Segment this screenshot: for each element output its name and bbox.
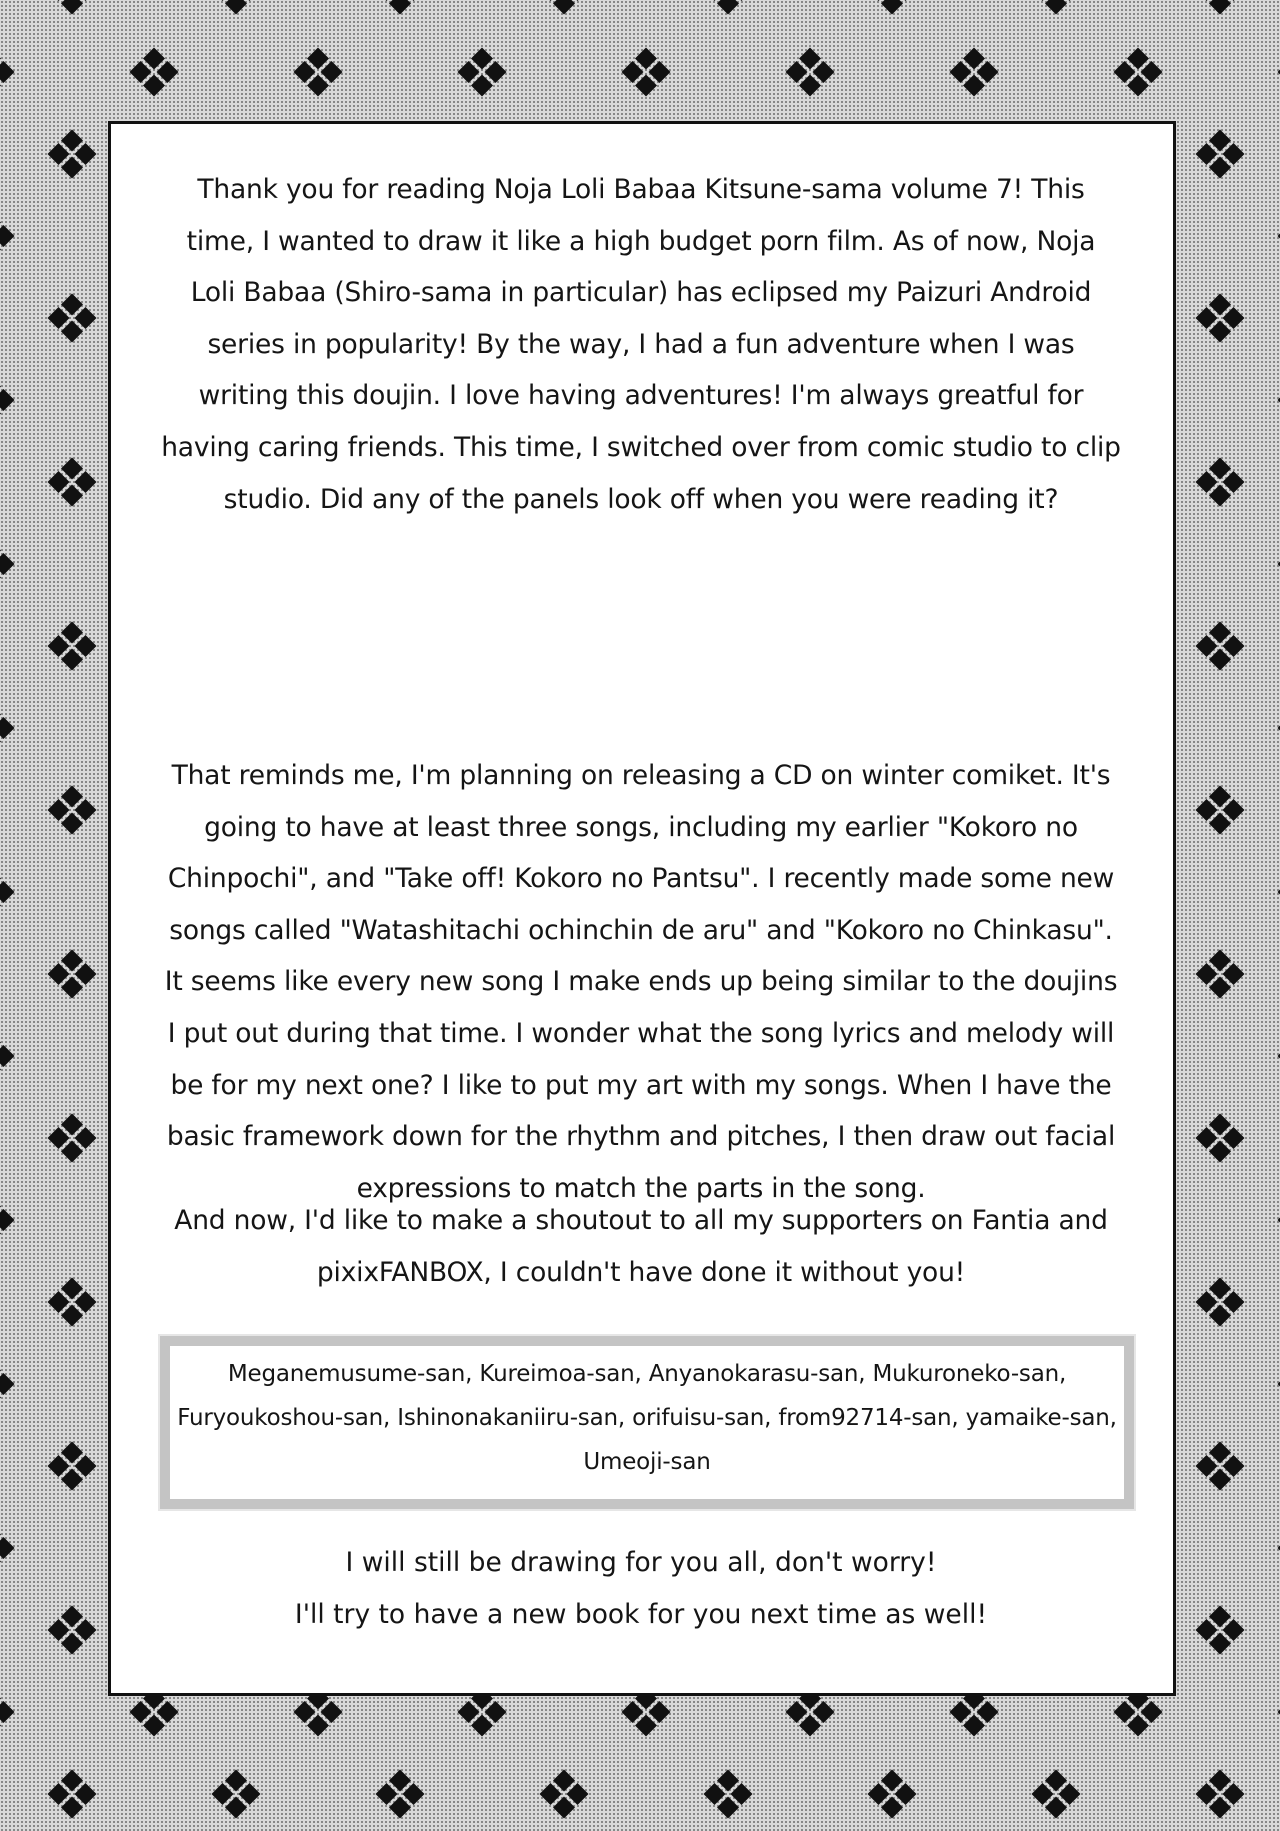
diamond-cluster-icon [950,48,999,97]
diamond-cluster-icon [704,0,753,15]
closing-message [161,1537,1121,1640]
diamond-cluster-icon [622,48,671,97]
diamond-cluster-icon [48,0,97,15]
afterword-paragraph-2: That reminds me, I'm planning on releasing a CD on winter comiket. It's going to have at least three songs, including my earlier "Kokoro no Chinpochi", and "Take off! Kokoro no Pantsu". I recently made some new songs called "Watashitachi ochinchin de aru" and "Kokoro no Chinkasu". It seems like every new song I make ends up being similar to the doujins I put out during that time. I wonder what the song lyrics and melody will be for my next one? I like to put my art with my songs. When I have the basic framework down for the rhythm and pitches, I then draw out facial expressions to match the parts in the song. [164,760,1118,1204]
diamond-cluster-icon [540,0,589,15]
diamond-cluster-icon [48,622,97,671]
diamond-cluster-icon [130,48,179,97]
supporters-shoutout: And now, I'd like to make a shoutout to all my supporters on Fantia and pixixFANBOX, I couldn't have done it without you! [174,1205,1108,1288]
supporters-list: Meganemusume-san, Kureimoa-san, Anyanokarasu-san, Mukuroneko-san, Furyoukoshou-san, Ishinonakaniiru-san, orifuisu-san, from92714-san, yamaike-san, Umeoji-san [177,1361,1117,1475]
diamond-cluster-icon [48,1442,97,1491]
diamond-cluster-icon [1196,622,1245,671]
diamond-cluster-icon [1114,48,1163,97]
diamond-cluster-icon [1196,950,1245,999]
diamond-cluster-icon [1196,0,1245,15]
diamond-cluster-icon [1196,1278,1245,1327]
diamond-cluster-icon [1196,1442,1245,1491]
diamond-cluster-icon [1196,130,1245,179]
diamond-cluster-icon [48,786,97,835]
diamond-cluster-icon [0,48,15,97]
diamond-cluster-icon [1032,0,1081,15]
diamond-cluster-icon [48,130,97,179]
diamond-cluster-icon [0,540,15,589]
diamond-cluster-icon [704,1770,753,1819]
closing-line-1: I will still be drawing for you all, don't worry! [345,1547,937,1578]
diamond-cluster-icon [1196,1606,1245,1655]
diamond-cluster-icon [540,1770,589,1819]
diamond-cluster-icon [48,1278,97,1327]
diamond-cluster-icon [0,1196,15,1245]
diamond-cluster-icon [212,1770,261,1819]
diamond-cluster-icon [48,294,97,343]
diamond-cluster-icon [868,1770,917,1819]
diamond-cluster-icon [786,48,835,97]
diamond-cluster-icon [0,1360,15,1409]
diamond-cluster-icon [0,868,15,917]
diamond-cluster-icon [376,1770,425,1819]
diamond-cluster-icon [458,48,507,97]
diamond-cluster-icon [0,704,15,753]
diamond-cluster-icon [48,1770,97,1819]
diamond-cluster-icon [1032,1770,1081,1819]
diamond-cluster-icon [1196,1114,1245,1163]
diamond-cluster-icon [294,48,343,97]
diamond-cluster-icon [48,950,97,999]
supporters-box [160,1336,1134,1509]
diamond-cluster-icon [1196,786,1245,835]
diamond-cluster-icon [868,0,917,15]
diamond-cluster-icon [0,1688,15,1737]
diamond-cluster-icon [0,376,15,425]
diamond-cluster-icon [48,1114,97,1163]
diamond-cluster-icon [376,0,425,15]
diamond-cluster-icon [0,1524,15,1573]
diamond-cluster-icon [0,212,15,261]
closing-line-2: I'll try to have a new book for you next time as well! [294,1598,988,1630]
diamond-cluster-icon [1196,1770,1245,1819]
diamond-cluster-icon [48,458,97,507]
message-panel [108,121,1176,1696]
diamond-cluster-icon [48,1606,97,1655]
diamond-cluster-icon [212,0,261,15]
diamond-cluster-icon [1196,458,1245,507]
diamond-cluster-icon [0,1032,15,1081]
diamond-cluster-icon [1196,294,1245,343]
afterword-paragraph-1: Thank you for reading Noja Loli Babaa Kitsune-sama volume 7! This time, I wanted to draw it like a high budget porn film. As of now, Noja Loli Babaa (Shiro-sama in particular) has eclipsed my Paizuri Android series in popularity! By the way, I had a fun adventure when I was writing this doujin. I love having adventures! I'm always greatful for having caring friends. This time, I switched over from comic studio to clip studio. Did any of the panels look off when you were reading it? [161,174,1121,515]
